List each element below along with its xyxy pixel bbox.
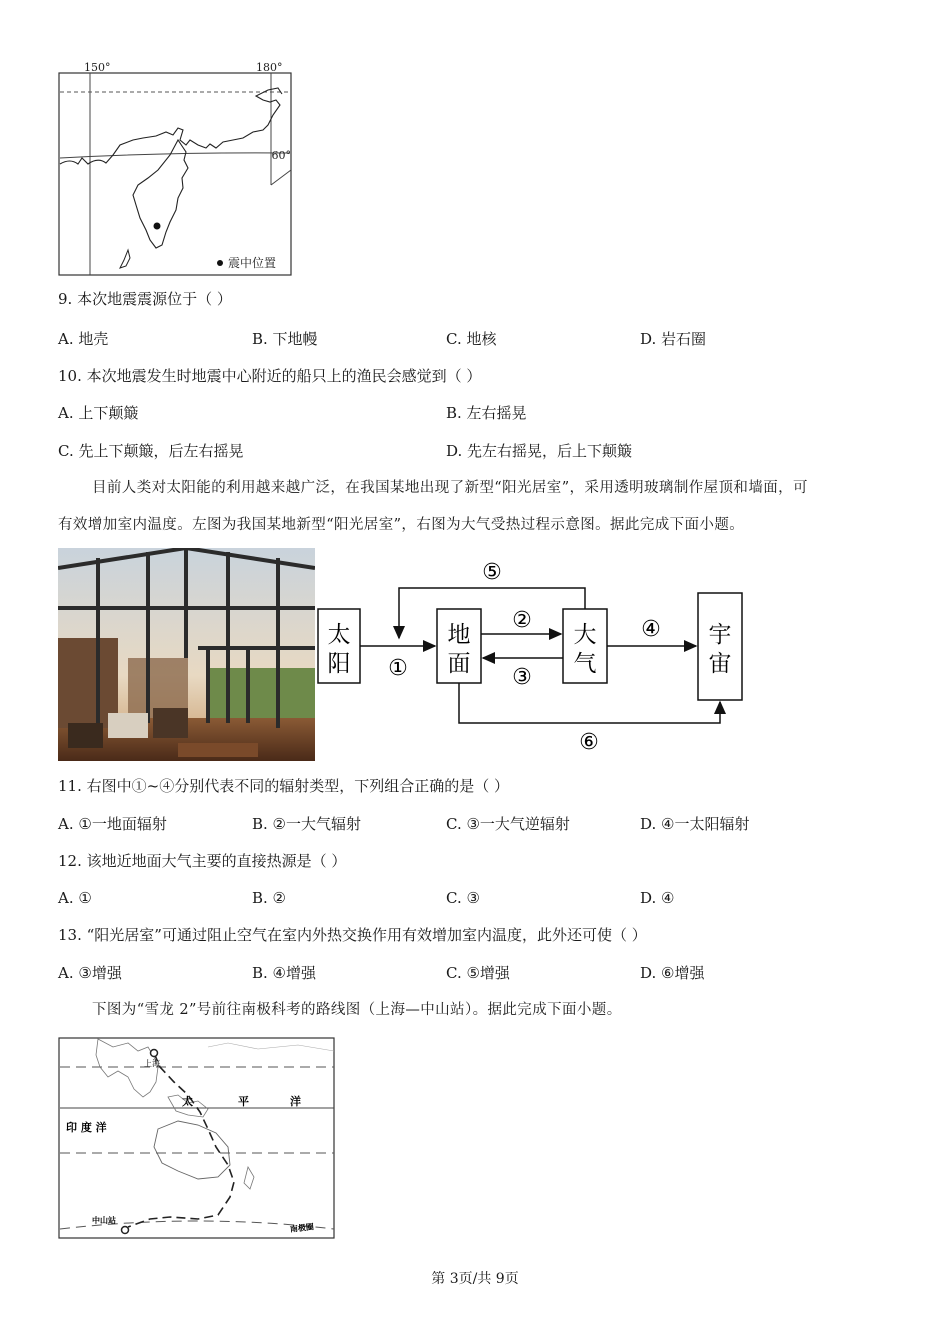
route-map [58,1037,336,1241]
q12-option-d[interactable]: D. ④ [640,889,675,907]
q9-option-b[interactable]: B. 下地幔 [252,330,318,348]
pacific-label-2: 平 [238,1095,249,1108]
pacific-label-1: 太 [182,1095,193,1108]
ground-label-2: 面 [447,651,471,677]
label-6: ⑥ [579,730,599,755]
indian-ocean-label: 印 度 洋 [66,1121,107,1134]
heating-diagram [315,550,750,760]
q10-option-b[interactable]: B. 左右摇晃 [446,404,527,422]
page-number: 第 3页/共 9页 [431,1271,519,1287]
label-4: ④ [641,617,661,642]
passage1-line1: 目前人类对太阳能的利用越来越广泛，在我国某地出现了新型“阳光居室”，采用透明玻璃制作屋顶和墙面，可 [92,480,808,496]
legend-dot [217,260,223,266]
lon-180-label: 180° [256,61,283,74]
pacific-label-3: 洋 [290,1095,301,1108]
q12-option-b[interactable]: B. ② [252,889,287,907]
q12-option-a[interactable]: A. ① [58,889,92,907]
lat-60-label: 60° [271,149,291,162]
q11-option-a[interactable]: A. ①一地面辐射 [58,815,167,833]
q9-stem: 9. 本次地震震源位于（ ） [58,290,232,308]
atmosphere-label-2: 气 [573,651,597,677]
antarctic-circle-label: 南极圈 [289,1222,315,1234]
q13-option-b[interactable]: B. ④增强 [252,964,317,982]
q11-option-c[interactable]: C. ③一大气逆辐射 [446,815,570,833]
label-5: ⑤ [482,560,502,585]
q11-option-d[interactable]: D. ④一太阳辐射 [640,815,750,833]
q10-option-c[interactable]: C. 先上下颠簸，后左右摇晃 [58,442,244,460]
q13-stem: 13. “阳光居室”可通过阻止空气在室内外热交换作用有效增加室内温度，此外还可使（ ） [58,926,647,944]
sun-label-2: 阳 [327,651,351,677]
earthquake-map [58,60,294,280]
q10-stem: 10. 本次地震发生时地震中心附近的船只上的渔民会感觉到（ ） [58,367,482,385]
label-3: ③ [512,665,532,690]
epicenter-dot [154,223,161,230]
space-label-1: 宇 [708,622,732,648]
q10-option-a[interactable]: A. 上下颠簸 [58,404,139,422]
map-frame [59,73,291,275]
q10-option-d[interactable]: D. 先左右摇晃，后上下颠簸 [446,442,633,460]
sunroom-photo [58,548,315,761]
q9-option-d[interactable]: D. 岩石圈 [640,330,707,348]
q9-option-a[interactable]: A. 地壳 [58,330,109,348]
arrow-6 [459,683,720,723]
arrow-5 [399,588,585,638]
atmosphere-label-1: 大 [573,622,597,648]
legend-label: 震中位置 [228,256,277,270]
q13-option-a[interactable]: A. ③增强 [58,964,122,982]
q13-option-c[interactable]: C. ⑤增强 [446,964,510,982]
q9-option-c[interactable]: C. 地核 [446,330,497,348]
q13-option-d[interactable]: D. ⑥增强 [640,964,705,982]
q12-stem: 12. 该地近地面大气主要的直接热源是（ ） [58,852,347,870]
space-label-2: 宙 [708,651,732,677]
passage2-line1: 下图为“雪龙 2”号前往南极科考的路线图（上海—中山站）。据此完成下面小题。 [92,1002,622,1018]
q11-stem: 11. 右图中①~④分别代表不同的辐射类型，下列组合正确的是（ ） [58,777,509,795]
lon-150-label: 150° [84,61,111,74]
route-map-frame [59,1038,334,1238]
passage1-line2: 有效增加室内温度。左图为我国某地新型“阳光居室”，右图为大气受热过程示意图。据此完成下面小题。 [58,517,745,533]
label-1: ① [388,656,408,681]
q11-option-b[interactable]: B. ②一大气辐射 [252,815,362,833]
q12-option-c[interactable]: C. ③ [446,889,480,907]
shanghai-point [151,1050,158,1057]
ground-label-1: 地 [447,622,471,648]
shanghai-label: 上海 [144,1059,160,1068]
zhongshan-point [122,1227,129,1234]
sun-label-1: 太 [327,622,351,648]
zhongshan-label: 中山站 [92,1216,116,1225]
label-2: ② [512,608,532,633]
